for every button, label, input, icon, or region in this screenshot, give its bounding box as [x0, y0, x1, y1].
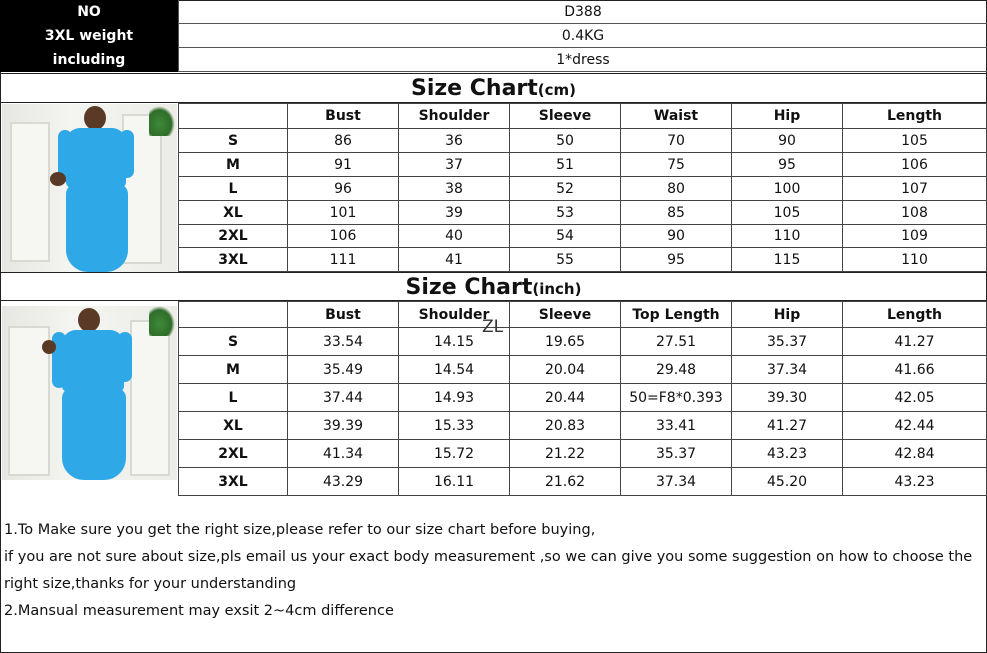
value-cell: 50=F8*0.393	[621, 384, 732, 412]
size-cell: S	[179, 129, 288, 153]
header-blank	[179, 302, 288, 328]
column-header: Sleeve	[510, 302, 621, 328]
value-cell: 39	[399, 201, 510, 225]
size-cell: XL	[179, 201, 288, 225]
header-key: NO	[0, 0, 178, 24]
value-cell: 15.33	[399, 412, 510, 440]
inch-chart-title-text: Size Chart	[405, 275, 533, 300]
table-row	[179, 468, 987, 496]
value-cell: 95	[621, 248, 732, 272]
value-cell: 43.29	[288, 468, 399, 496]
column-header: Waist	[621, 104, 732, 129]
value-cell: 110	[732, 225, 843, 248]
size-cell: S	[179, 328, 288, 356]
value-cell: 110	[843, 248, 987, 272]
value-cell: 111	[288, 248, 399, 272]
size-cell: M	[179, 153, 288, 177]
value-cell: 20.83	[510, 412, 621, 440]
value-cell: 37.34	[732, 356, 843, 384]
value-cell: 95	[732, 153, 843, 177]
header-row-no	[0, 0, 987, 24]
value-cell: 41.34	[288, 440, 399, 468]
value-cell: 29.48	[621, 356, 732, 384]
header-blank	[179, 104, 288, 129]
inch-chart-title	[0, 272, 987, 301]
value-cell: 20.44	[510, 384, 621, 412]
note-line: 2.Mansual measurement may exsit 2~4cm difference	[4, 603, 394, 619]
value-cell: 14.93	[399, 384, 510, 412]
value-cell: 38	[399, 177, 510, 201]
table-header-row	[179, 302, 987, 328]
value-cell: 42.84	[843, 440, 987, 468]
cm-chart-title	[0, 73, 987, 103]
size-cell: M	[179, 356, 288, 384]
size-cell: 2XL	[179, 225, 288, 248]
table-row	[179, 412, 987, 440]
column-header: Hip	[732, 104, 843, 129]
value-cell: 42.44	[843, 412, 987, 440]
value-cell: 115	[732, 248, 843, 272]
value-cell: 43.23	[843, 468, 987, 496]
value-cell: 53	[510, 201, 621, 225]
value-cell: 35.49	[288, 356, 399, 384]
value-cell: 37.34	[621, 468, 732, 496]
column-header: Length	[843, 302, 987, 328]
value-cell: 36	[399, 129, 510, 153]
size-cell: 3XL	[179, 248, 288, 272]
table-header-row	[179, 104, 987, 129]
size-cell: L	[179, 177, 288, 201]
column-header: Length	[843, 104, 987, 129]
value-cell: 50	[510, 129, 621, 153]
value-cell: 21.62	[510, 468, 621, 496]
table-row	[179, 356, 987, 384]
value-cell: 37.44	[288, 384, 399, 412]
cm-size-table	[178, 103, 987, 272]
value-cell: 109	[843, 225, 987, 248]
notes-section	[4, 517, 982, 625]
value-cell: 33.41	[621, 412, 732, 440]
cm-chart-unit: (cm)	[537, 81, 577, 99]
header-row-including	[0, 48, 987, 72]
header-value: 0.4KG	[178, 24, 987, 48]
value-cell: 52	[510, 177, 621, 201]
value-cell: 70	[621, 129, 732, 153]
size-cell: L	[179, 384, 288, 412]
value-cell: 41.27	[732, 412, 843, 440]
value-cell: 15.72	[399, 440, 510, 468]
value-cell: 90	[621, 225, 732, 248]
value-cell: 39.39	[288, 412, 399, 440]
value-cell: 55	[510, 248, 621, 272]
header-key: 3XL weight	[0, 24, 178, 48]
column-header: Sleeve	[510, 104, 621, 129]
column-header: Hip	[732, 302, 843, 328]
value-cell: 20.04	[510, 356, 621, 384]
value-cell: 90	[732, 129, 843, 153]
value-cell: 43.23	[732, 440, 843, 468]
value-cell: 107	[843, 177, 987, 201]
column-header: Bust	[288, 302, 399, 328]
column-header: Shoulder	[399, 104, 510, 129]
table-row	[179, 248, 987, 272]
value-cell: 16.11	[399, 468, 510, 496]
watermark-text: ZL	[482, 317, 504, 337]
cm-chart-title-text: Size Chart	[410, 76, 538, 101]
size-cell: 3XL	[179, 468, 288, 496]
value-cell: 105	[843, 129, 987, 153]
value-cell: 39.30	[732, 384, 843, 412]
value-cell: 91	[288, 153, 399, 177]
value-cell: 35.37	[732, 328, 843, 356]
value-cell: 14.15	[399, 328, 510, 356]
table-row	[179, 440, 987, 468]
product-photo-cm	[2, 104, 177, 272]
value-cell: 105	[732, 201, 843, 225]
value-cell: 80	[621, 177, 732, 201]
value-cell: 45.20	[732, 468, 843, 496]
value-cell: 86	[288, 129, 399, 153]
value-cell: 41.66	[843, 356, 987, 384]
value-cell: 75	[621, 153, 732, 177]
value-cell: 14.54	[399, 356, 510, 384]
value-cell: 41.27	[843, 328, 987, 356]
column-header: Top Length	[621, 302, 732, 328]
table-row	[179, 225, 987, 248]
value-cell: 40	[399, 225, 510, 248]
note-line: 1.To Make sure you get the right size,please refer to our size chart before buying,	[4, 522, 596, 538]
header-value: 1*dress	[178, 48, 987, 72]
value-cell: 108	[843, 201, 987, 225]
table-row	[179, 201, 987, 225]
size-cell: XL	[179, 412, 288, 440]
table-row	[179, 177, 987, 201]
value-cell: 41	[399, 248, 510, 272]
value-cell: 96	[288, 177, 399, 201]
table-row	[179, 328, 987, 356]
column-header: Bust	[288, 104, 399, 129]
value-cell: 37	[399, 153, 510, 177]
inch-size-table	[178, 301, 987, 496]
table-row	[179, 153, 987, 177]
table-row	[179, 129, 987, 153]
header-key: including	[0, 48, 178, 72]
value-cell: 27.51	[621, 328, 732, 356]
value-cell: 33.54	[288, 328, 399, 356]
header-value: D388	[178, 0, 987, 24]
note-line: right size,thanks for your understanding	[4, 576, 297, 592]
header-row-weight	[0, 24, 987, 48]
value-cell: 19.65	[510, 328, 621, 356]
value-cell: 85	[621, 201, 732, 225]
table-row	[179, 384, 987, 412]
value-cell: 106	[288, 225, 399, 248]
value-cell: 51	[510, 153, 621, 177]
size-cell: 2XL	[179, 440, 288, 468]
value-cell: 42.05	[843, 384, 987, 412]
column-header: Shoulder	[399, 302, 510, 328]
note-line: if you are not sure about size,pls email us your exact body measurement ,so we can give you some suggestion on how to choose the	[4, 549, 973, 565]
product-photo-inch	[2, 306, 177, 480]
value-cell: 21.22	[510, 440, 621, 468]
value-cell: 101	[288, 201, 399, 225]
value-cell: 106	[843, 153, 987, 177]
value-cell: 54	[510, 225, 621, 248]
value-cell: 35.37	[621, 440, 732, 468]
value-cell: 100	[732, 177, 843, 201]
inch-chart-unit: (inch)	[532, 280, 582, 298]
